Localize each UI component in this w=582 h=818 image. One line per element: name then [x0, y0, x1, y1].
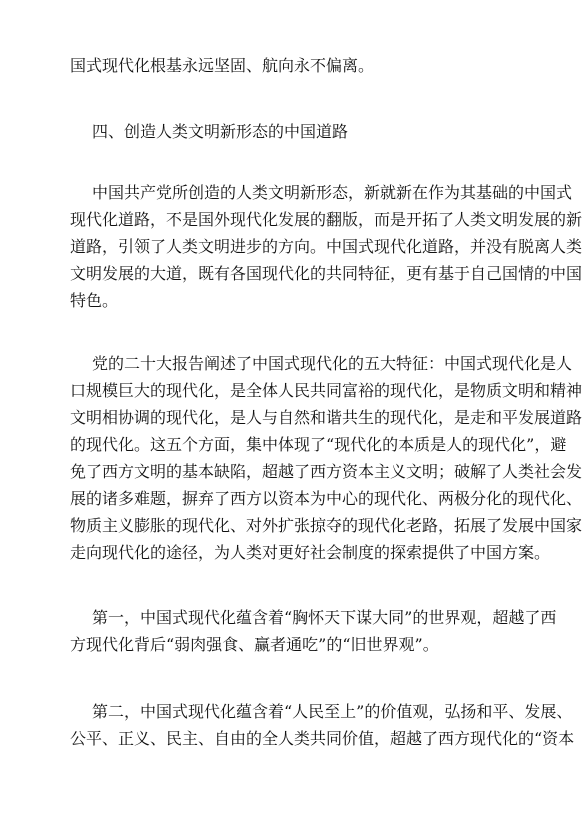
paragraph-line: 物质主义膨胀的现代化、对外扩张掠夺的现代化老路，拓展了发展中国家: [70, 516, 582, 535]
paragraph-line: 方现代化背后“弱肉强食、赢者通吃”的“旧世界观”。: [70, 635, 439, 654]
paragraph-line: 第一，中国式现代化蕴含着“胸怀天下谋大同”的世界观，超越了西: [92, 608, 557, 627]
paragraph-line: 道路，引领了人类文明进步的方向。中国式现代化道路，并没有脱离人类: [70, 237, 582, 256]
paragraph-line: 现代化道路，不是国外现代化发展的翻版，而是开拓了人类文明发展的新: [70, 210, 582, 229]
paragraph-line: 党的二十大报告阐述了中国式现代化的五大特征：中国式现代化是人: [92, 354, 573, 373]
paragraph-line: 展的诸多难题，摒弃了西方以资本为中心的现代化、两极分化的现代化、: [70, 489, 582, 508]
paragraph-line: 口规模巨大的现代化，是全体人民共同富裕的现代化，是物质文明和精神: [70, 381, 582, 400]
section-heading: 四、创造人类文明新形态的中国道路: [92, 122, 349, 141]
paragraph-line: 第二，中国式现代化蕴含着“人民至上”的价值观，弘扬和平、发展、: [92, 702, 573, 721]
paragraph-line: 特色。: [70, 291, 119, 310]
paragraph-line: 走向现代化的途径，为人类对更好社会制度的探索提供了中国方案。: [70, 543, 551, 562]
paragraph-line: 的现代化。这五个方面，集中体现了“现代化的本质是人的现代化”，避: [70, 435, 567, 454]
paragraph-line: 文明相协调的现代化，是人与自然和谐共生的现代化，是走和平发展道路: [70, 408, 582, 427]
paragraph-line: 公平、正义、民主、自由的全人类共同价值，超越了西方现代化的“资本: [70, 729, 575, 748]
paragraph-continuation-line: 国式现代化根基永远坚固、航向永不偏离。: [70, 56, 375, 75]
paragraph-line: 免了西方文明的基本缺陷，超越了西方资本主义文明；破解了人类社会发: [70, 462, 582, 481]
paragraph-line: 文明发展的大道，既有各国现代化的共同特征，更有基于自己国情的中国: [70, 264, 582, 283]
paragraph-line: 中国共产党所创造的人类文明新形态，新就新在作为其基础的中国式: [92, 183, 573, 202]
